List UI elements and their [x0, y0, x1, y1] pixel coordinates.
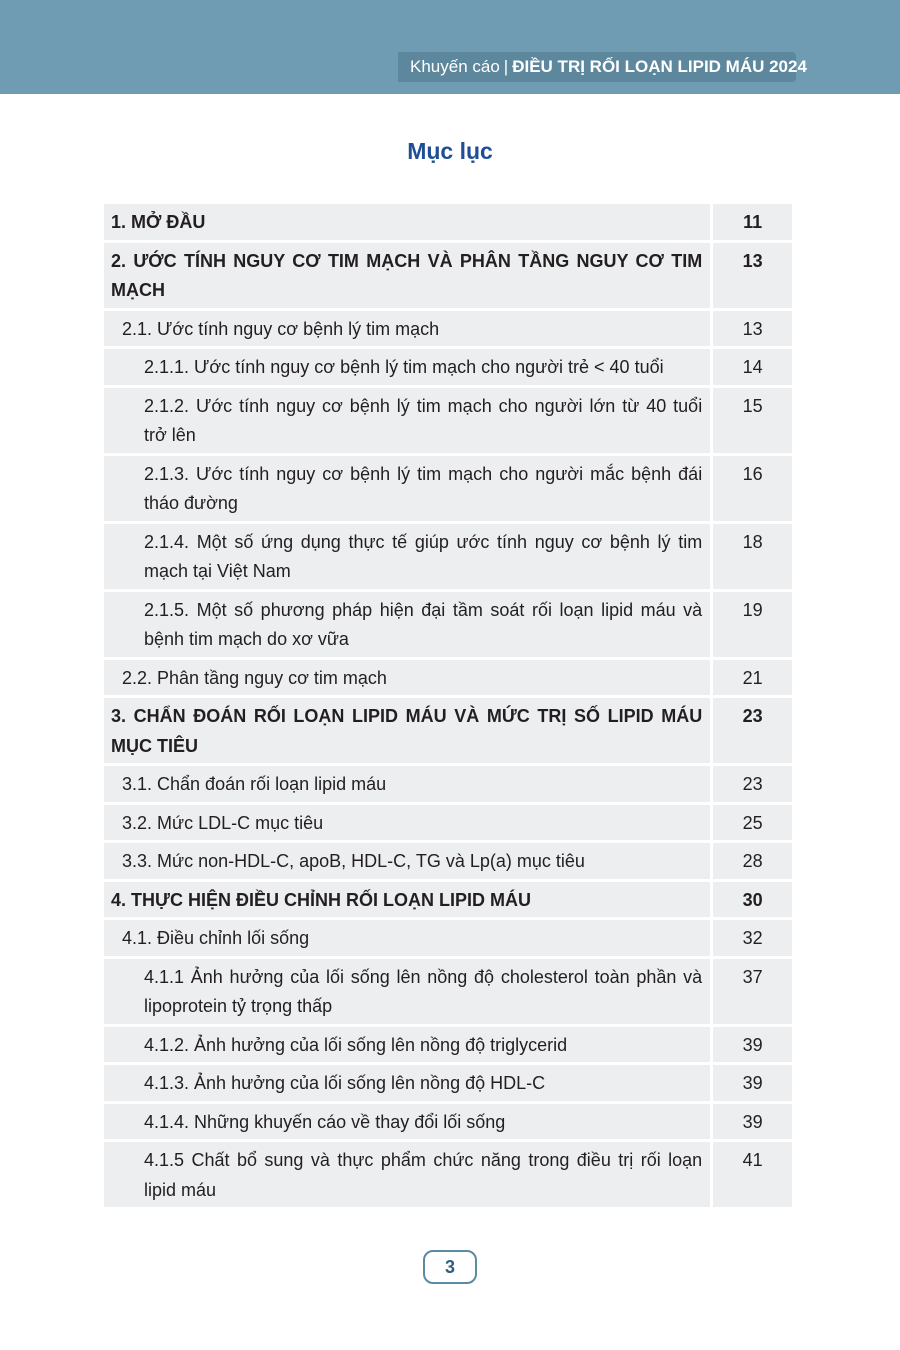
- toc-entry-page: 23: [713, 698, 792, 766]
- toc-entry-text[interactable]: 4. THỰC HIỆN ĐIỀU CHỈNH RỐI LOẠN LIPID MÁU: [104, 882, 713, 921]
- toc-entry-page: 23: [713, 766, 792, 805]
- toc-row[interactable]: [104, 349, 792, 388]
- toc-entry-page: 13: [713, 243, 792, 311]
- toc-entry-text[interactable]: 2. ƯỚC TÍNH NGUY CƠ TIM MẠCH VÀ PHÂN TẦNG NGUY CƠ TIM MẠCH: [104, 243, 713, 311]
- toc-row[interactable]: [104, 311, 792, 350]
- toc-entry-page: 25: [713, 805, 792, 844]
- toc-row[interactable]: [104, 920, 792, 959]
- header-band: [0, 0, 900, 94]
- toc-table: [104, 204, 792, 1210]
- toc-entry-text[interactable]: 2.1.3. Ước tính nguy cơ bệnh lý tim mạch cho người mắc bệnh đái tháo đường: [104, 456, 713, 524]
- toc-entry-text[interactable]: 4.1.3. Ảnh hưởng của lối sống lên nồng độ HDL-C: [104, 1065, 713, 1104]
- running-header: [398, 52, 807, 82]
- toc-entry-page: 32: [713, 920, 792, 959]
- toc-title: Mục lục: [407, 138, 493, 164]
- header-title: ĐIỀU TRỊ RỐI LOẠN LIPID MÁU 2024: [512, 57, 807, 76]
- toc-row[interactable]: [104, 243, 792, 311]
- toc-row[interactable]: [104, 882, 792, 921]
- toc-row[interactable]: [104, 698, 792, 766]
- toc-row[interactable]: [104, 766, 792, 805]
- toc-entry-page: 15: [713, 388, 792, 456]
- toc-entry-page: 13: [713, 311, 792, 350]
- toc-entry-page: 39: [713, 1027, 792, 1066]
- toc-entry-page: 16: [713, 456, 792, 524]
- toc-entry-text[interactable]: 2.1.2. Ước tính nguy cơ bệnh lý tim mạch cho người lớn từ 40 tuổi trở lên: [104, 388, 713, 456]
- toc-row[interactable]: [104, 805, 792, 844]
- toc-row[interactable]: [104, 1065, 792, 1104]
- toc-entry-text[interactable]: 2.1.4. Một số ứng dụng thực tế giúp ước tính nguy cơ bệnh lý tim mạch tại Việt Nam: [104, 524, 713, 592]
- toc-entry-text[interactable]: 4.1.5 Chất bổ sung và thực phẩm chức năng trong điều trị rối loạn lipid máu: [104, 1142, 713, 1210]
- toc-entry-page: 37: [713, 959, 792, 1027]
- toc-entry-text[interactable]: 1. MỞ ĐẦU: [104, 204, 713, 243]
- toc-entry-page: 14: [713, 349, 792, 388]
- toc-entry-text[interactable]: 4.1. Điều chỉnh lối sống: [104, 920, 713, 959]
- toc-entry-page: 18: [713, 524, 792, 592]
- toc-entry-text[interactable]: 2.1.1. Ước tính nguy cơ bệnh lý tim mạch cho người trẻ < 40 tuổi: [104, 349, 713, 388]
- toc-entry-page: 11: [713, 204, 792, 243]
- toc-entry-text[interactable]: 3.3. Mức non-HDL-C, apoB, HDL-C, TG và Lp(a) mục tiêu: [104, 843, 713, 882]
- toc-entry-text[interactable]: 4.1.4. Những khuyến cáo về thay đổi lối sống: [104, 1104, 713, 1143]
- toc-row[interactable]: [104, 524, 792, 592]
- toc-row[interactable]: [104, 592, 792, 660]
- header-prefix: Khuyến cáo: [410, 57, 500, 76]
- toc-entry-text[interactable]: 3.1. Chẩn đoán rối loạn lipid máu: [104, 766, 713, 805]
- toc-entry-text[interactable]: 3. CHẨN ĐOÁN RỐI LOẠN LIPID MÁU VÀ MỨC TRỊ SỐ LIPID MÁU MỤC TIÊU: [104, 698, 713, 766]
- toc-entry-text[interactable]: 3.2. Mức LDL-C mục tiêu: [104, 805, 713, 844]
- toc-row[interactable]: [104, 204, 792, 243]
- toc-row[interactable]: [104, 1027, 792, 1066]
- toc-entry-page: 39: [713, 1065, 792, 1104]
- page-number: 3: [423, 1250, 477, 1284]
- toc-entry-text[interactable]: 2.1. Ước tính nguy cơ bệnh lý tim mạch: [104, 311, 713, 350]
- toc-entry-page: 21: [713, 660, 792, 699]
- toc-row[interactable]: [104, 959, 792, 1027]
- toc-row[interactable]: [104, 456, 792, 524]
- toc-row[interactable]: [104, 1142, 792, 1210]
- toc-entry-page: 19: [713, 592, 792, 660]
- toc-entry-text[interactable]: 2.1.5. Một số phương pháp hiện đại tầm soát rối loạn lipid máu và bệnh tim mạch do xơ vữa: [104, 592, 713, 660]
- toc-entry-page: 30: [713, 882, 792, 921]
- toc-entry-page: 28: [713, 843, 792, 882]
- toc-entry-text[interactable]: 2.2. Phân tầng nguy cơ tim mạch: [104, 660, 713, 699]
- toc-row[interactable]: [104, 1104, 792, 1143]
- toc-row[interactable]: [104, 843, 792, 882]
- toc-row[interactable]: [104, 388, 792, 456]
- header-separator: |: [503, 57, 509, 76]
- toc-entry-page: 41: [713, 1142, 792, 1210]
- toc-entry-page: 39: [713, 1104, 792, 1143]
- toc-entry-text[interactable]: 4.1.2. Ảnh hưởng của lối sống lên nồng độ triglycerid: [104, 1027, 713, 1066]
- toc-entry-text[interactable]: 4.1.1 Ảnh hưởng của lối sống lên nồng độ cholesterol toàn phần và lipoprotein tỷ trọng thấp: [104, 959, 713, 1027]
- toc-row[interactable]: [104, 660, 792, 699]
